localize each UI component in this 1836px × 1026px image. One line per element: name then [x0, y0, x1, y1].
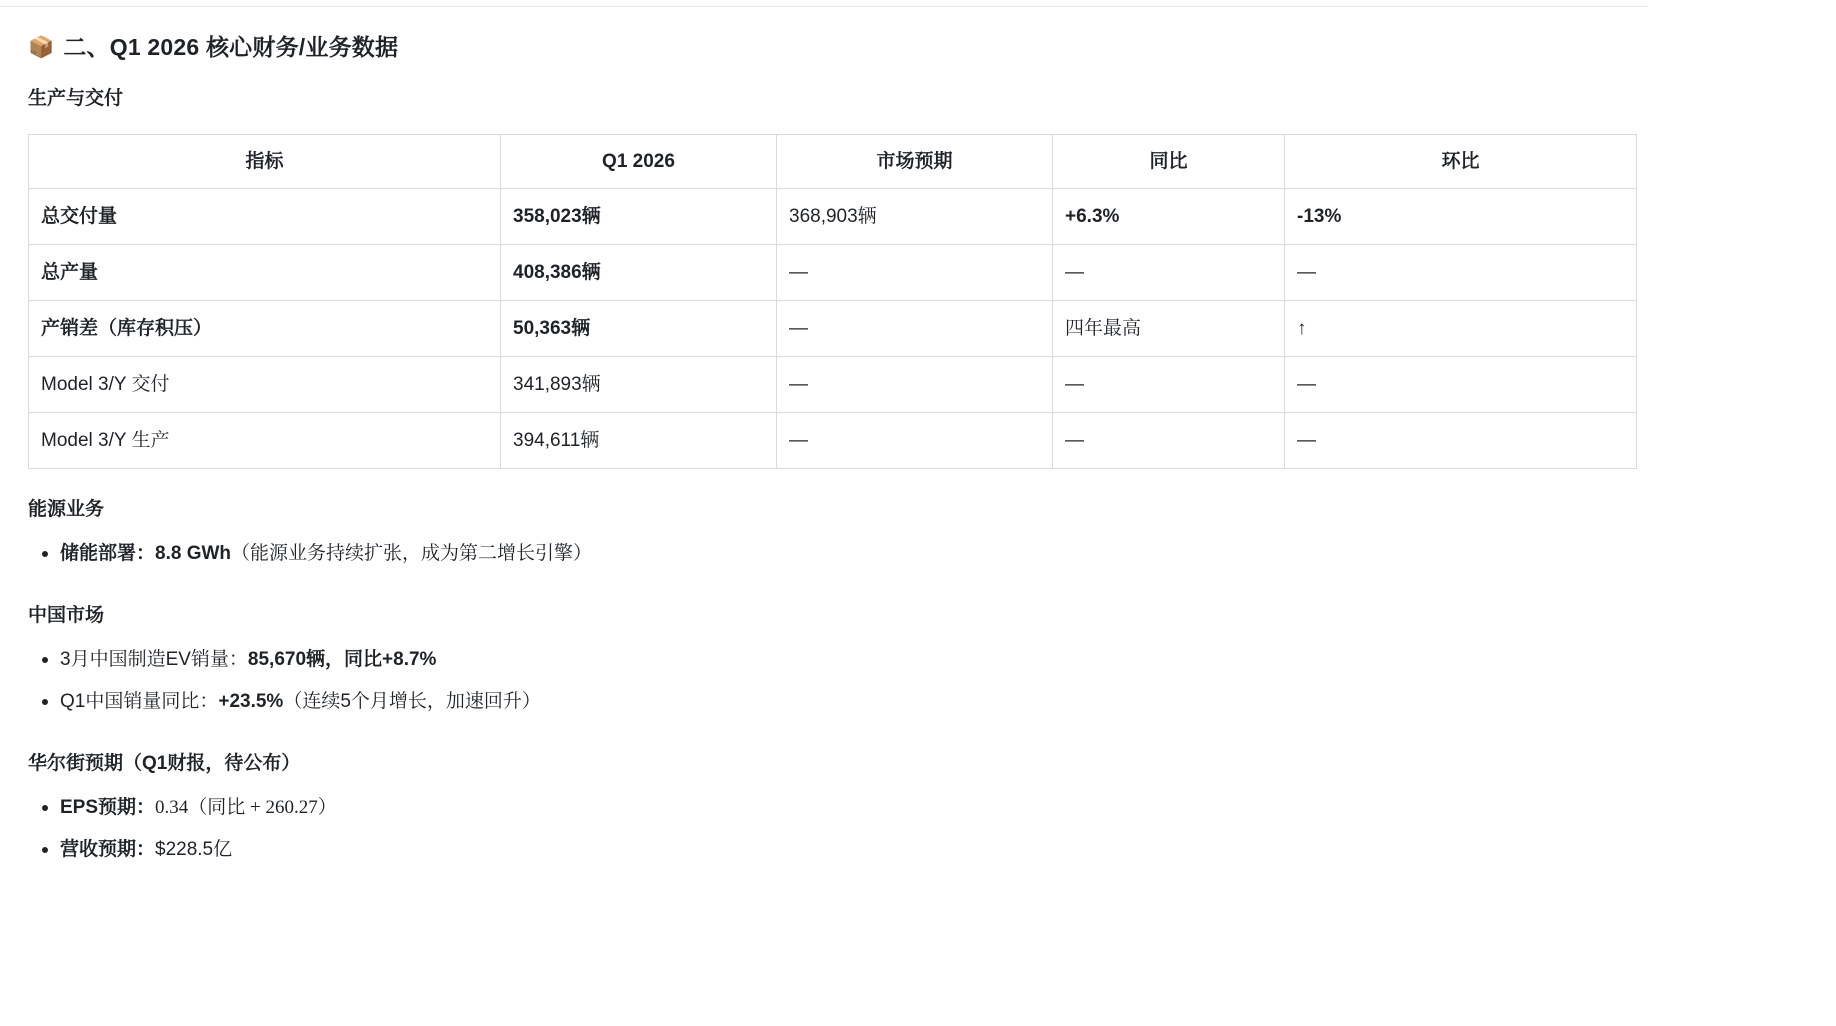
cell-yoy: — — [1053, 357, 1285, 413]
china-section-title: 中国市场 — [28, 605, 105, 626]
cell-metric: Model 3/Y 交付 — [29, 357, 501, 413]
top-divider — [0, 6, 1648, 7]
bullet-note: （能源业务持续扩张，成为第二增长引擎） — [231, 543, 593, 564]
china-bullet-list — [28, 639, 1648, 723]
bullet-value: $228.5亿 — [155, 839, 233, 860]
cell-metric: 总交付量 — [29, 189, 501, 245]
bullet-value: 85,670辆，同比+8.7% — [247, 649, 437, 670]
package-box-icon: 📦 — [28, 35, 55, 59]
bullet-value: 0.34 — [155, 797, 189, 818]
section-heading — [28, 30, 1648, 64]
document-content — [28, 30, 1648, 871]
table-row — [29, 189, 1637, 245]
energy-section-title: 能源业务 — [28, 499, 105, 520]
cell-q1-2026: 408,386辆 — [501, 245, 777, 301]
cell-metric: Model 3/Y 生产 — [29, 413, 501, 469]
cell-metric: 总产量 — [29, 245, 501, 301]
cell-qoq: — — [1285, 413, 1637, 469]
table-row — [29, 357, 1637, 413]
cell-expectation: — — [777, 301, 1053, 357]
table-header-row — [29, 135, 1637, 189]
column-header-yoy: 同比 — [1053, 135, 1285, 189]
cell-metric: 产销差（库存积压） — [29, 301, 501, 357]
cell-qoq: — — [1285, 357, 1637, 413]
cell-expectation: — — [777, 357, 1053, 413]
bullet-value: +23.5% — [218, 691, 284, 712]
bullet-label: EPS预期： — [60, 797, 156, 818]
energy-bullet-list — [28, 533, 1648, 575]
cell-q1-2026: 50,363辆 — [501, 301, 777, 357]
table-row — [29, 245, 1637, 301]
bullet-note: （同比 + 260.27） — [188, 797, 337, 818]
cell-expectation: — — [777, 245, 1053, 301]
table-row — [29, 301, 1637, 357]
bullet-label: 储能部署： — [60, 543, 156, 564]
cell-q1-2026: 341,893辆 — [501, 357, 777, 413]
wallstreet-section-title: 华尔街预期（Q1财报，待公布） — [28, 753, 301, 774]
column-header-q1-2026: Q1 2026 — [501, 135, 777, 189]
list-item — [60, 681, 1648, 723]
list-item — [60, 639, 1648, 681]
table-row — [29, 413, 1637, 469]
bullet-note: （连续5个月增长，加速回升） — [283, 691, 541, 712]
list-item — [60, 533, 1648, 575]
cell-q1-2026: 394,611辆 — [501, 413, 777, 469]
bullet-label: 营收预期： — [60, 839, 156, 860]
cell-expectation: 368,903辆 — [777, 189, 1053, 245]
cell-expectation: — — [777, 413, 1053, 469]
bullet-label: Q1中国销量同比： — [60, 691, 219, 712]
list-item — [60, 829, 1648, 871]
column-header-qoq: 环比 — [1285, 135, 1637, 189]
cell-yoy: — — [1053, 245, 1285, 301]
column-header-expectation: 市场预期 — [777, 135, 1053, 189]
cell-qoq: -13% — [1285, 189, 1637, 245]
cell-yoy: — — [1053, 413, 1285, 469]
production-metrics-table — [28, 134, 1637, 469]
cell-qoq: — — [1285, 245, 1637, 301]
cell-q1-2026: 358,023辆 — [501, 189, 777, 245]
cell-yoy: 四年最高 — [1053, 301, 1285, 357]
bullet-label: 3月中国制造EV销量： — [60, 649, 248, 670]
section-heading-text: 二、Q1 2026 核心财务/业务数据 — [63, 34, 399, 60]
cell-qoq: ↑ — [1285, 301, 1637, 357]
production-section-title: 生产与交付 — [28, 88, 124, 109]
cell-yoy: +6.3% — [1053, 189, 1285, 245]
table-header — [29, 135, 1637, 189]
bullet-value: 8.8 GWh — [155, 543, 232, 564]
table-body — [29, 189, 1637, 469]
column-header-metric: 指标 — [29, 135, 501, 189]
wallstreet-bullet-list — [28, 787, 1648, 871]
list-item — [60, 787, 1648, 829]
